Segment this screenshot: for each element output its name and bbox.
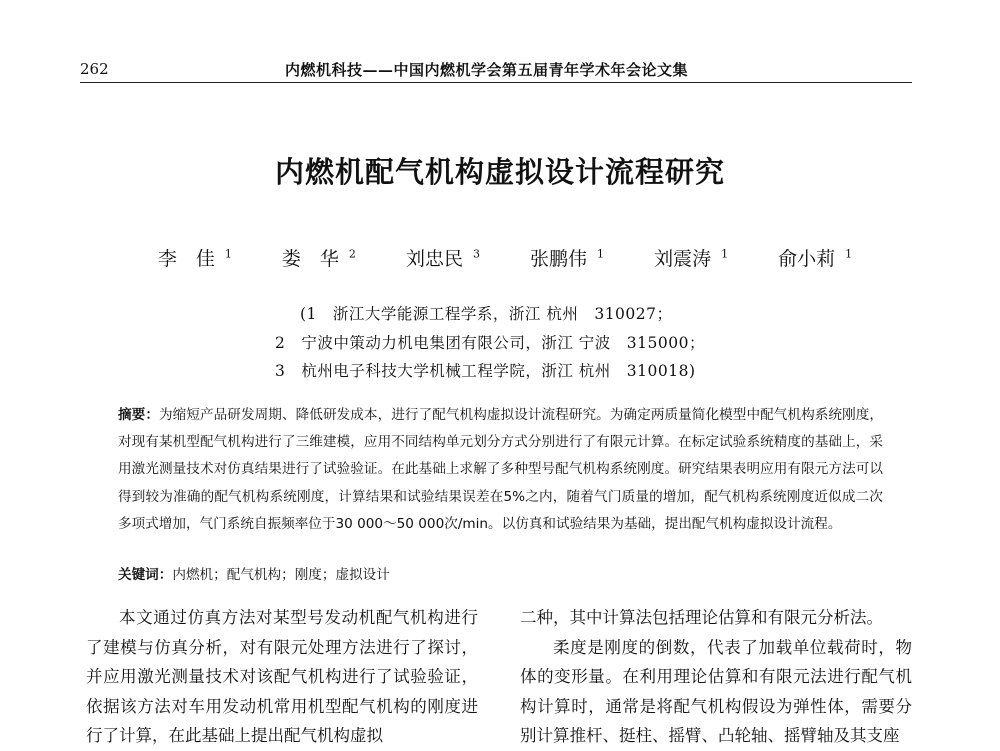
paper-title: 内燃机配气机构虚拟设计流程研究 xyxy=(274,155,725,189)
author xyxy=(768,248,852,270)
abstract xyxy=(118,402,883,538)
author xyxy=(520,248,604,270)
author-name: 刘忠民 xyxy=(405,248,463,270)
author xyxy=(272,248,356,270)
author-affiliation-mark: 3 xyxy=(472,247,480,261)
body-paragraph: 二种，其中计算法包括理论估算和有限元分析法。 xyxy=(520,608,883,627)
body-paragraph: 柔度是刚度的倒数，代表了加载单位载荷时，物体的变形量。在利用理论估算和有限元法进行配气机构计算时，通常是将配气机构假设为弹性体，需要分别计算推杆、挺柱、摇臂、凸轮轴、摇臂轴及其支座 xyxy=(520,637,912,745)
affiliation: (1 浙江大学能源工程学系，浙江 杭州 310027； xyxy=(300,305,673,323)
author-name: 娄 华 xyxy=(281,248,339,270)
author xyxy=(148,248,232,270)
header-rule xyxy=(80,82,912,83)
author xyxy=(644,248,728,270)
body-paragraph: 本文通过仿真方法对某型号发动机配气机构进行了建模与仿真分析，对有限元处理方法进行了探讨，并应用激光测量技术对该配气机构进行了试验验证，依据该方法对车用发动机常用机型配气机构的刚度进行了计算，在此基础上提出配气机构虚拟 xyxy=(86,608,478,745)
author-affiliation-mark: 1 xyxy=(597,247,605,261)
author-list xyxy=(0,244,1000,271)
author xyxy=(396,248,480,270)
author-affiliation-mark: 2 xyxy=(348,247,356,261)
author-name: 俞小莉 xyxy=(778,248,836,270)
abstract-text: 为缩短产品研发周期、降低研发成本，进行了配气机构虚拟设计流程研究。为确定两质量简化模型中配气机构系统刚度，对现有某机型配气机构进行了三维建模，应用不同结构单元划分方式分别进行了有限元计算。在标定试验系统精度的基础上，采用激光测量技术对仿真结果进行了试验验证。在此基础上求解了多种型号配气机构系统刚度。研究结果表明应用有限元方法可以得到较为准确的配气机构系统刚度，计算结果和试验结果误差在5%之内，随着气门质量的增加，配气机构系统刚度近似成二次多项式增加，气门系统自振频率位于30 000～50 000次/min。以仿真和试验结果为基础，提出配气机构虚拟设计流程。 xyxy=(118,407,884,532)
author-name: 李 佳 xyxy=(157,248,215,270)
keywords xyxy=(118,563,390,583)
keywords-label: 关键词： xyxy=(118,567,173,583)
keywords-text: 内燃机；配气机构；刚度；虚拟设计 xyxy=(172,567,390,583)
running-header: 内燃机科技——中国内燃机学会第五届青年学术年会论文集 xyxy=(285,61,689,79)
author-name: 刘震涛 xyxy=(654,248,712,270)
author-affiliation-mark: 1 xyxy=(845,247,853,261)
author-name: 张鹏伟 xyxy=(530,248,588,270)
author-affiliation-mark: 1 xyxy=(224,247,232,261)
author-affiliation-mark: 1 xyxy=(721,247,729,261)
page-number: 262 xyxy=(80,60,109,78)
affiliation: 3 杭州电子科技大学机械工程学院，浙江 杭州 310018) xyxy=(275,362,696,380)
body-column-right xyxy=(520,603,912,751)
abstract-label: 摘要： xyxy=(118,407,159,423)
body-column-left xyxy=(86,603,478,751)
affiliation: 2 宁波中策动力机电集团有限公司，浙江 宁波 315000； xyxy=(275,334,705,352)
